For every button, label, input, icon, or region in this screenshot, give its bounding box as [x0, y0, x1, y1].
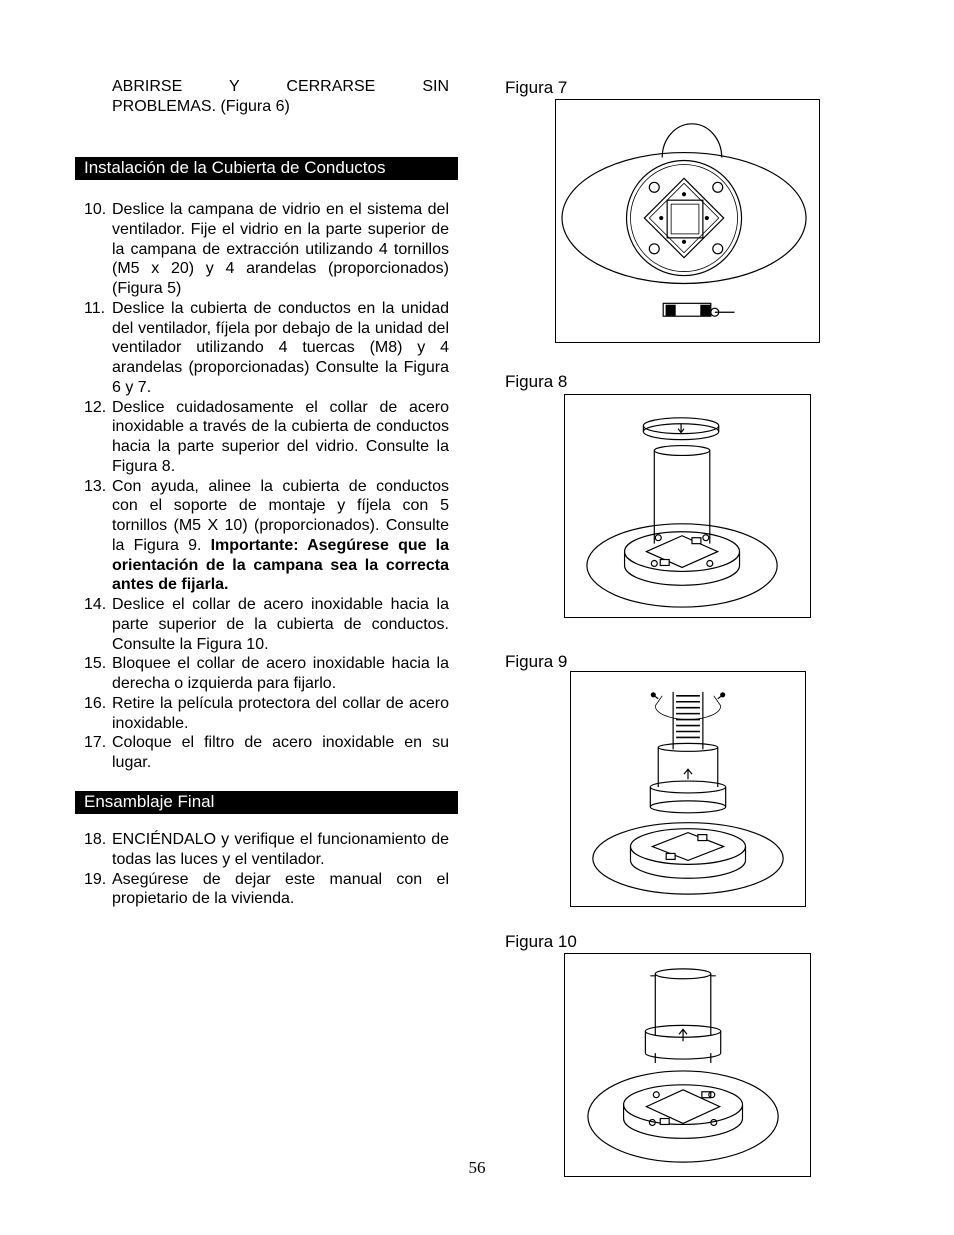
- figure-8-label: Figura 8: [505, 372, 568, 391]
- steps-list-final-assembly: [75, 830, 449, 909]
- figure-9-label: Figura 9: [505, 652, 568, 671]
- important-note: Importante: Asegúrese que la orientación de la campana sea la correcta antes de fijarla.: [112, 536, 449, 594]
- figure-10-image: [564, 953, 811, 1177]
- list-item: 17. Coloque el filtro de acero inoxidable en su lugar.: [84, 734, 449, 771]
- list-item: 11. Deslice la cubierta de conductos en la unidad del ventilador, fíjela por debajo de la unidad del ventilador utilizando 4 tuercas (M8) y 4 arandelas (proporcionadas) Consulte la Figura 6 y 7.: [84, 299, 449, 396]
- list-item: 16. Retire la película protectora del collar de acero inoxidable.: [84, 694, 449, 732]
- list-item: 14. Deslice el collar de acero inoxidable hacia la parte superior de la cubierta de conductos. Consulte la Figura 10.: [84, 596, 449, 653]
- page-number: 56: [468, 1158, 486, 1177]
- list-item: 15. Bloquee el collar de acero inoxidable hacia la derecha o izquierda para fijarlo.: [84, 655, 449, 692]
- section-heading-duct-cover: Instalación de la Cubierta de Conductos: [75, 157, 458, 180]
- section-heading-final-assembly: Ensamblaje Final: [75, 791, 458, 814]
- list-item: 19. Asegúrese de dejar este manual con el propietario de la vivienda.: [84, 870, 449, 908]
- figure-7-image: [555, 99, 820, 343]
- intro-text: [112, 77, 449, 117]
- list-item: 10. Deslice la campana de vidrio en el sistema del ventilador. Fije el vidrio en la parte superior de la campana de extracción utilizando 4 tornillos (M5 x 20) y 4 arandelas (proporcionados) (Figura 5): [84, 201, 449, 297]
- figure-9-image: [570, 671, 806, 907]
- figure-10-label: Figura 10: [505, 932, 577, 951]
- intro-line-2: PROBLEMAS. (Figura 6): [112, 97, 290, 115]
- intro-line-1: ABRIRSE Y CERRARSE SIN: [112, 78, 449, 95]
- figure-8-image: [564, 394, 811, 618]
- steps-list-duct-cover: [75, 200, 449, 773]
- list-item: 18. ENCIÉNDALO y verifique el funcionamiento de todas las luces y el ventilador.: [84, 831, 449, 868]
- figure-7-label: Figura 7: [505, 78, 568, 97]
- list-item: 13. Con ayuda, alinee la cubierta de conductos con el soporte de montaje y fíjela con 5 tornillos (M5 X 10) (proporcionados). Consulte la Figura 9. Importante: Asegúrese que la orientación de la campana sea la correcta antes de fijarla.: [84, 477, 449, 594]
- list-item: 12. Deslice cuidadosamente el collar de acero inoxidable a través de la cubierta de conductos hacia la parte superior del vidrio. Consulte la Figura 8.: [84, 398, 449, 475]
